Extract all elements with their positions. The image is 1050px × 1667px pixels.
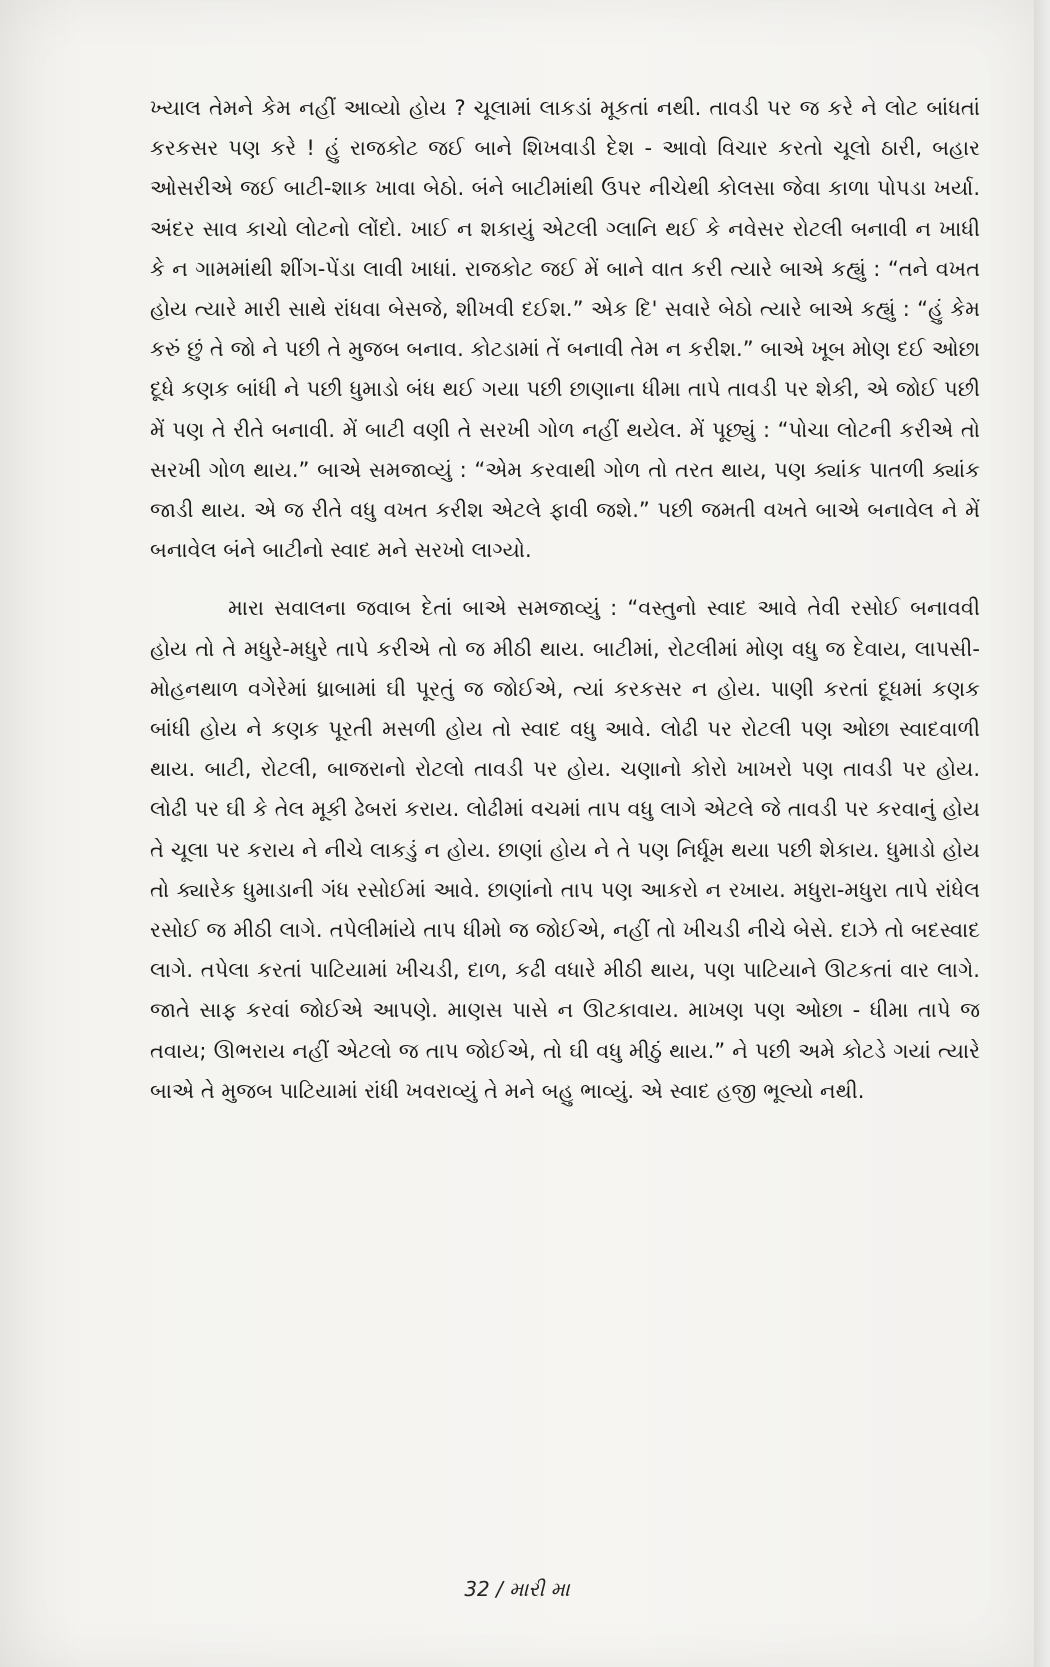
page-edge — [1034, 0, 1050, 1667]
page-footer: 32 / મારી મા — [464, 1577, 570, 1601]
paragraph-1: ખ્યાલ તેમને કેમ નહીં આવ્યો હોય ? ચૂલામાં લાકડાં મૂકતાં નથી. તાવડી પર જ કરે ને લોટ બાંધતાં કરકસર પણ કરે ! હું રાજકોટ જઈ બાને શિખવાડી દેશ - આવો વિચાર કરતો ચૂલો ઠારી, બહાર ઓસરીએ જઈ બાટી-શાક ખાવા બેઠો. બંને બાટીમાંથી ઉપર નીચેથી કોલસા જેવા કાળા પોપડા ખર્યા. અંદર સાવ કાચો લોટનો લોંદો. ખાઈ ન શકાયું એટલી ગ્લાનિ થઈ કે નવેસર રોટલી બનાવી ન ખાધી કે ન ગામમાંથી શીંગ-પેંડા લાવી ખાધાં. રાજકોટ જઈ મેં બાને વાત કરી ત્યારે બાએ કહ્યું : “તને વખત હોય ત્યારે મારી સાથે રાંધવા બેસજે, શીખવી દઈશ.” એક દિ' સવારે બેઠો ત્યારે બાએ કહ્યું : “હું કેમ કરું છું તે જો ને પછી તે મુજબ બનાવ. કોટડામાં તેં બનાવી તેમ ન કરીશ.” બાએ ખૂબ મોણ દઈ ઓછા દૂધે કણક બાંધી ને પછી ધુમાડો બંધ થઈ ગયા પછી છાણાના ધીમા તાપે તાવડી પર શેકી, એ જોઈ પછી મેં પણ તે રીતે બનાવી. મેં બાટી વણી તે સરખી ગોળ નહીં થયેલ. મેં પૂછ્યું : “પોચા લોટની કરીએ તો સરખી ગોળ થાય.” બાએ સમજાવ્યું : “એમ કરવાથી ગોળ તો તરત થાય, પણ ક્યાંક પાતળી ક્યાંક જાડી થાય. એ જ રીતે વધુ વખત કરીશ એટલે ફાવી જશે.” પછી જમતી વખતે બાએ બનાવેલ ને મેં બનાવેલ બંને બાટીનો સ્વાદ મને સરખો લાગ્યો. — [150, 96, 980, 563]
body-text — [150, 88, 980, 1111]
paragraph-2: મારા સવાલના જવાબ દેતાં બાએ સમજાવ્યું : “વસ્તુનો સ્વાદ આવે તેવી રસોઈ બનાવવી હોય તો તે મધુરે-મધુરે તાપે કરીએ તો જ મીઠી થાય. બાટીમાં, રોટલીમાં મોણ વધુ જ દેવાય, લાપસી-મોહનથાળ વગેરેમાં ધ્રાબામાં ઘી પૂરતું જ જોઈએ, ત્યાં કરકસર ન હોય. પાણી કરતાં દૂધમાં કણક બાંધી હોય ને કણક પૂરતી મસળી હોય તો સ્વાદ વધુ આવે. લોઢી પર રોટલી પણ ઓછા સ્વાદવાળી થાય. બાટી, રોટલી, બાજરાનો રોટલો તાવડી પર હોય. ચણાનો કોરો ખાખરો પણ તાવડી પર હોય. લોઢી પર ઘી કે તેલ મૂકી ઢેબરાં કરાય. લોઢીમાં વચમાં તાપ વધુ લાગે એટલે જે તાવડી પર કરવાનું હોય તે ચૂલા પર કરાય ને નીચે લાકડું ન હોય. છાણાં હોય ને તે પણ નિર્ધૂમ થયા પછી શેકાય. ધુમાડો હોય તો ક્યારેક ધુમાડાની ગંધ રસોઈમાં આવે. છાણાંનો તાપ પણ આકરો ન રખાય. મધુરા-મધુરા તાપે રાંધેલ રસોઈ જ મીઠી લાગે. તપેલીમાંયે તાપ ધીમો જ જોઈએ, નહીં તો ખીચડી નીચે બેસે. દાઝે તો બદસ્વાદ લાગે. તપેલા કરતાં પાટિયામાં ખીચડી, દાળ, કઢી વધારે મીઠી થાય, પણ પાટિયાને ઊટકતાં વાર લાગે. જાતે સાફ કરવાં જોઈએ આપણે. માણસ પાસે ન ઊટકાવાય. માખણ પણ ઓછા - ધીમા તાપે જ તવાય; ઊભરાય નહીં એટલો જ તાપ જોઈએ, તો ઘી વધુ મીઠું થાય.” ને પછી અમે કોટડે ગયાં ત્યારે બાએ તે મુજબ પાટિયામાં રાંધી ખવરાવ્યું તે મને બહુ ભાવ્યું. એ સ્વાદ હજી ભૂલ્યો નથી. — [150, 596, 980, 1103]
